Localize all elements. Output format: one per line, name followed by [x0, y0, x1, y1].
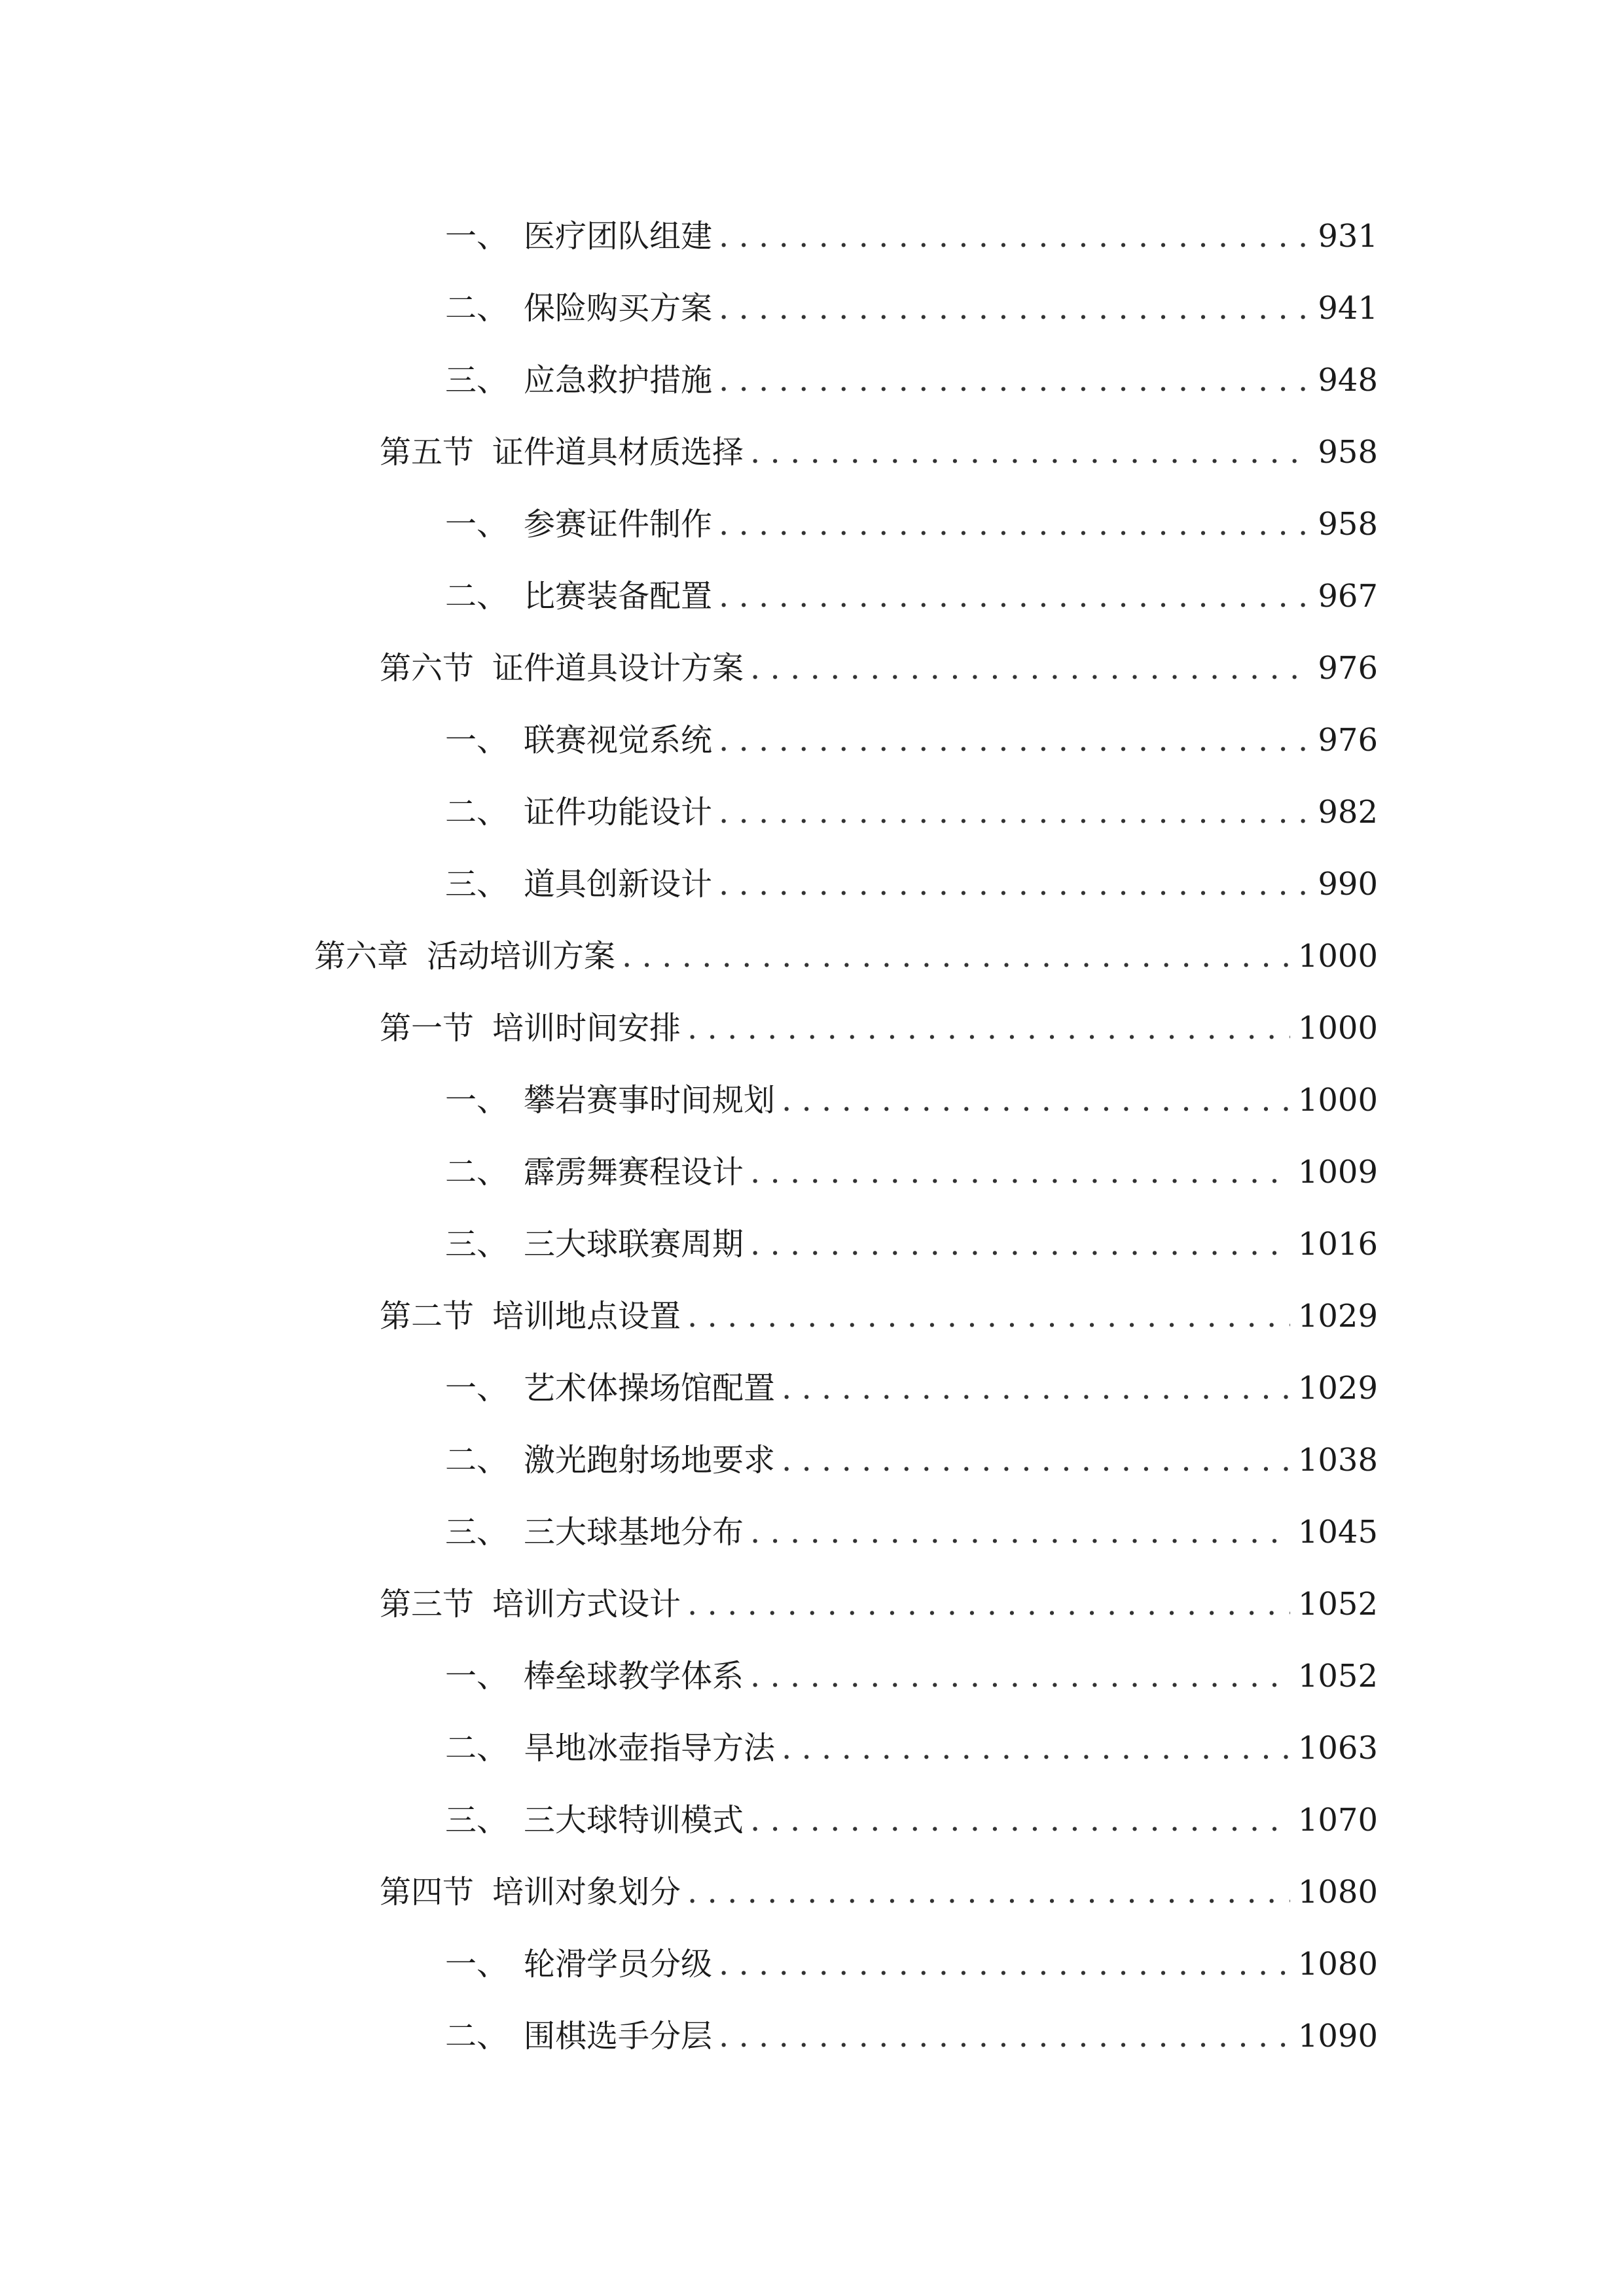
toc-entry-title: 参赛证件制作 [524, 506, 713, 543]
toc-dot-leader [719, 219, 1310, 253]
toc-entry-title: 培训方式设计 [492, 1586, 681, 1623]
toc-dot-leader [719, 507, 1310, 541]
toc-subsection-entry[interactable] [0, 344, 1624, 416]
toc-entry-number: 一、 [445, 1658, 509, 1695]
toc-entry-number: 一、 [445, 1082, 509, 1119]
toc-entry-number: 一、 [445, 1370, 509, 1407]
toc-subsection-entry[interactable] [0, 272, 1624, 344]
toc-dot-leader [750, 1227, 1290, 1261]
toc-page-number: 941 [1318, 290, 1378, 327]
toc-dot-leader [719, 1947, 1290, 1981]
toc-subsection-entry[interactable] [0, 1424, 1624, 1496]
toc-dot-leader [687, 1299, 1290, 1333]
toc-dot-leader [719, 363, 1310, 397]
toc-entry-title: 培训地点设置 [492, 1298, 681, 1335]
toc-page-number: 958 [1318, 434, 1378, 471]
toc-page-number: 1029 [1297, 1298, 1378, 1335]
toc-chapter-entry[interactable] [0, 920, 1624, 992]
toc-entry-title: 培训对象划分 [492, 1874, 681, 1910]
toc-entry-title: 三大球特训模式 [524, 1802, 744, 1839]
toc-section-entry[interactable] [0, 416, 1624, 488]
toc-entry-number: 二、 [445, 1730, 509, 1767]
toc-subsection-entry[interactable] [0, 776, 1624, 848]
toc-entry-title: 医疗团队组建 [524, 218, 713, 255]
toc-page-number: 931 [1318, 218, 1378, 255]
toc-subsection-entry[interactable] [0, 704, 1624, 776]
toc-entry-number: 三、 [445, 1802, 509, 1839]
toc-page-number: 1000 [1297, 1082, 1378, 1119]
toc-entry-number: 第一节 [380, 1010, 475, 1047]
toc-dot-leader [782, 1371, 1290, 1405]
toc-entry-title: 攀岩赛事时间规划 [524, 1082, 776, 1119]
toc-dot-leader [750, 435, 1310, 469]
toc-entry-number: 一、 [445, 722, 509, 759]
toc-page-number: 1029 [1297, 1370, 1378, 1407]
toc-entry-number: 第四节 [380, 1874, 475, 1910]
toc-subsection-entry[interactable] [0, 1784, 1624, 1856]
toc-subsection-entry[interactable] [0, 1928, 1624, 2000]
toc-entry-number: 三、 [445, 866, 509, 903]
toc-dot-leader [719, 795, 1310, 829]
toc-page-number: 982 [1318, 794, 1378, 831]
toc-entry-title: 激光跑射场地要求 [524, 1442, 776, 1479]
toc-section-entry[interactable] [0, 1856, 1624, 1928]
toc-subsection-entry[interactable] [0, 488, 1624, 560]
toc-dot-leader [750, 651, 1310, 685]
toc-entry-number: 三、 [445, 362, 509, 399]
toc-subsection-entry[interactable] [0, 560, 1624, 632]
toc-entry-title: 证件功能设计 [524, 794, 713, 831]
toc-entry-number: 二、 [445, 2018, 509, 2054]
toc-subsection-entry[interactable] [0, 2000, 1624, 2072]
toc-dot-leader [687, 1011, 1290, 1045]
toc-entry-title: 道具创新设计 [524, 866, 713, 903]
toc-dot-leader [687, 1875, 1290, 1909]
toc-subsection-entry[interactable] [0, 1064, 1624, 1136]
toc-entry-number: 三、 [445, 1514, 509, 1551]
toc-subsection-entry[interactable] [0, 1352, 1624, 1424]
toc-page-number: 1090 [1297, 2018, 1378, 2054]
toc-entry-title: 证件道具材质选择 [492, 434, 744, 471]
toc-page-number: 1016 [1297, 1226, 1378, 1263]
toc-entry-title: 三大球联赛周期 [524, 1226, 744, 1263]
toc-page-number: 976 [1318, 650, 1378, 687]
toc-entry-title: 艺术体操场馆配置 [524, 1370, 776, 1407]
toc-section-entry[interactable] [0, 632, 1624, 704]
toc-page-number: 1063 [1297, 1730, 1378, 1767]
toc-entry-number: 二、 [445, 578, 509, 615]
toc-entry-number: 第三节 [380, 1586, 475, 1623]
toc-entry-number: 一、 [445, 506, 509, 543]
toc-dot-leader [782, 1083, 1290, 1117]
toc-dot-leader [687, 1587, 1290, 1621]
toc-entry-title: 活动培训方案 [427, 938, 616, 975]
toc-section-entry[interactable] [0, 1280, 1624, 1352]
toc-page-number: 976 [1318, 722, 1378, 759]
toc-dot-leader [719, 291, 1310, 325]
toc-page-number: 1038 [1297, 1442, 1378, 1479]
toc-entry-number: 一、 [445, 1946, 509, 1982]
toc-subsection-entry[interactable] [0, 1640, 1624, 1712]
toc-page-number: 1052 [1297, 1658, 1378, 1695]
toc-page-number: 1009 [1297, 1154, 1378, 1191]
toc-dot-leader [750, 1659, 1290, 1693]
toc-dot-leader [782, 1443, 1290, 1477]
toc-page-number: 1000 [1297, 1010, 1378, 1047]
toc-dot-leader [782, 1731, 1290, 1765]
toc-dot-leader [622, 939, 1290, 973]
toc-entry-number: 二、 [445, 1154, 509, 1191]
toc-entry-number: 二、 [445, 290, 509, 327]
toc-dot-leader [719, 867, 1310, 901]
toc-page-number: 990 [1318, 866, 1378, 903]
toc-entry-title: 霹雳舞赛程设计 [524, 1154, 744, 1191]
toc-entry-title: 旱地冰壶指导方法 [524, 1730, 776, 1767]
toc-entry-number: 第五节 [380, 434, 475, 471]
toc-subsection-entry[interactable] [0, 848, 1624, 920]
toc-dot-leader [719, 579, 1310, 613]
toc-entry-title: 三大球基地分布 [524, 1514, 744, 1551]
toc-page-number: 1080 [1297, 1874, 1378, 1910]
toc-entry-number: 一、 [445, 218, 509, 255]
toc-entry-title: 棒垒球教学体系 [524, 1658, 744, 1695]
toc-subsection-entry[interactable] [0, 1712, 1624, 1784]
toc-page-number: 1080 [1297, 1946, 1378, 1982]
toc-entry-title: 比赛装备配置 [524, 578, 713, 615]
toc-page-number: 958 [1318, 506, 1378, 543]
toc-entry-number: 第二节 [380, 1298, 475, 1335]
toc-page-number: 967 [1318, 578, 1378, 615]
toc-subsection-entry[interactable] [0, 1208, 1624, 1280]
table-of-contents [0, 200, 1624, 2072]
toc-section-entry[interactable] [0, 1568, 1624, 1640]
toc-page-number: 1070 [1297, 1802, 1378, 1839]
toc-entry-number: 二、 [445, 1442, 509, 1479]
toc-entry-number: 三、 [445, 1226, 509, 1263]
toc-entry-number: 第六章 [314, 938, 409, 975]
toc-entry-title: 联赛视觉系统 [524, 722, 713, 759]
toc-subsection-entry[interactable] [0, 1496, 1624, 1568]
toc-page-number: 1052 [1297, 1586, 1378, 1623]
toc-dot-leader [750, 1515, 1290, 1549]
toc-section-entry[interactable] [0, 992, 1624, 1064]
toc-entry-number: 第六节 [380, 650, 475, 687]
toc-subsection-entry[interactable] [0, 200, 1624, 272]
toc-dot-leader [719, 2019, 1290, 2053]
toc-page-number: 948 [1318, 362, 1378, 399]
toc-entry-title: 轮滑学员分级 [524, 1946, 713, 1982]
toc-dot-leader [719, 723, 1310, 757]
toc-page-number: 1045 [1297, 1514, 1378, 1551]
toc-page-number: 1000 [1297, 938, 1378, 975]
toc-dot-leader [750, 1803, 1290, 1837]
toc-entry-title: 培训时间安排 [492, 1010, 681, 1047]
toc-entry-title: 围棋选手分层 [524, 2018, 713, 2054]
toc-entry-title: 应急救护措施 [524, 362, 713, 399]
toc-entry-title: 保险购买方案 [524, 290, 713, 327]
toc-dot-leader [750, 1155, 1290, 1189]
toc-entry-number: 二、 [445, 794, 509, 831]
toc-entry-title: 证件道具设计方案 [492, 650, 744, 687]
toc-subsection-entry[interactable] [0, 1136, 1624, 1208]
